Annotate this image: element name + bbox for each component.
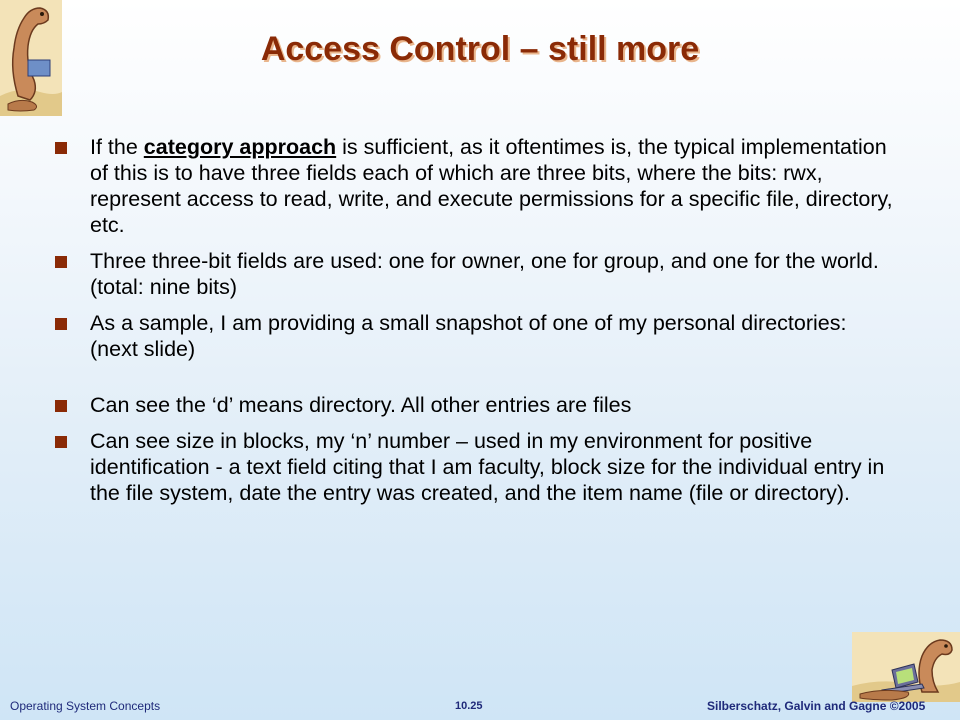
square-bullet-icon [55,142,67,154]
square-bullet-icon [55,256,67,268]
bullet-item [52,248,897,300]
bullet-text: Three three-bit fields are used: one for owner, one for group, and one for the world. (total: nine bits) [90,249,879,299]
bullet-item [52,310,897,362]
square-bullet-icon [55,400,67,412]
square-bullet-icon [55,436,67,448]
footer-slide-number: 10.25 [455,700,483,712]
bullet-item [52,134,897,238]
footer-course-title: Operating System Concepts [10,699,161,713]
dinosaur-laptop-icon [852,632,960,702]
bullet-item [52,428,897,506]
bullet-text: Can see size in blocks, my ‘n’ number – used in my environment for positive identification - a text field citing that I am faculty, block size for the individual entry in the file system, date the entry was created, and the item name (file or directory). [90,429,885,505]
bullet-emphasis: category approach [143,135,337,159]
bullet-text: As a sample, I am providing a small snapshot of one of my personal directories: (next slide) [90,311,847,361]
footer-copyright: Silberschatz, Galvin and Gagne ©2005 [707,699,926,713]
square-bullet-icon [55,318,67,330]
bullet-text-suffix: is sufficient, as it oftentimes is, the typical implementation of this is to have three fields each of which are three bits, where the bits: rwx, represent access to read, write, and execute permissions for a specific file, directory, etc. [90,135,893,237]
slide-title: Access Control – still more [260,30,700,68]
bullet-text-prefix: If the [90,135,144,159]
bullet-text: Can see the ‘d’ means directory. All other entries are files [90,393,632,417]
bullet-list [52,134,897,516]
bullet-item [52,392,897,418]
